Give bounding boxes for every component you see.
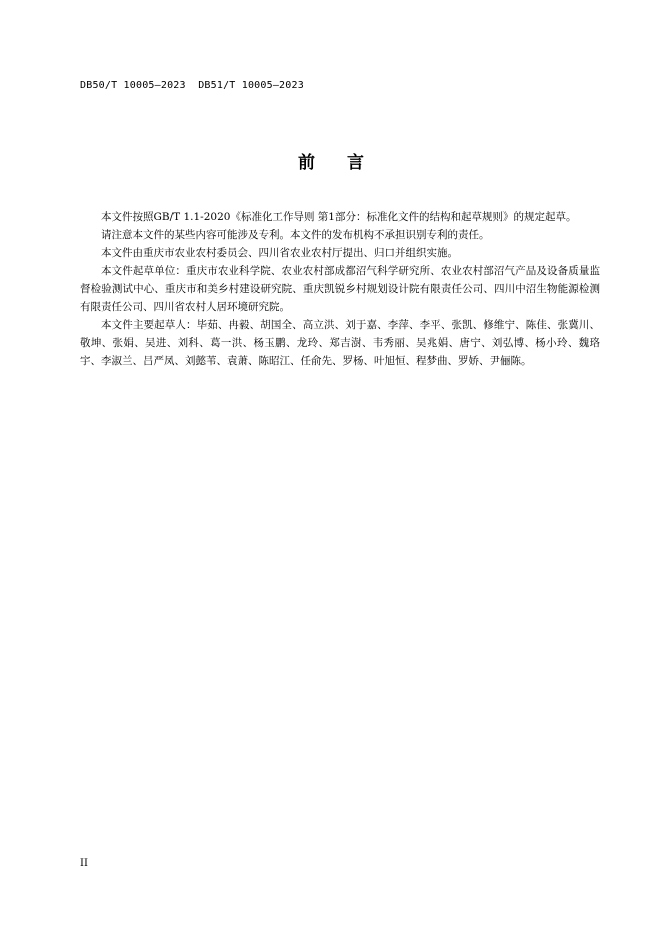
paragraph-drafting-rules: 本文件按照GB/T 1.1-2020《标准化工作导则 第1部分：标准化文件的结构和起草规则》的规定起草。	[101, 211, 577, 223]
paragraph-drafters: 本文件主要起草人：毕茹、冉毅、胡国全、高立洪、刘于嘉、李萍、李平、张凯、修维宁、陈佳、张冀川、敬坤、张娟、吴进、刘科、葛一洪、杨玉鹏、龙玲、郑吉澍、韦秀丽、吴兆娟、唐宁、刘弘博、杨小玲、魏珞宇、李淑兰、吕严凤、刘懿苇、袁萧、陈昭江、任俞先、罗杨、叶旭恒、程梦曲、罗娇、尹俪陈。	[80, 319, 600, 367]
page-number: II	[80, 858, 88, 869]
foreword-body	[80, 208, 600, 370]
paragraph-drafting-units: 本文件起草单位：重庆市农业科学院、农业农村部成都沼气科学研究所、农业农村部沼气产品及设备质量监督检验测试中心、重庆市和美乡村建设研究院、重庆凯锐乡村规划设计院有限责任公司、四川中沼生物能源检测有限责任公司、四川省农村人居环境研究院。	[80, 265, 600, 313]
page-title: 前言	[298, 153, 396, 173]
paragraph-proposer: 本文件由重庆市农业农村委员会、四川省农业农村厅提出、归口并组织实施。	[101, 247, 458, 259]
paragraph-patent-notice: 请注意本文件的某些内容可能涉及专利。本文件的发布机构不承担识别专利的责任。	[101, 229, 490, 241]
standard-code-header: DB50/T 10005—2023 DB51/T 10005—2023	[80, 80, 304, 91]
